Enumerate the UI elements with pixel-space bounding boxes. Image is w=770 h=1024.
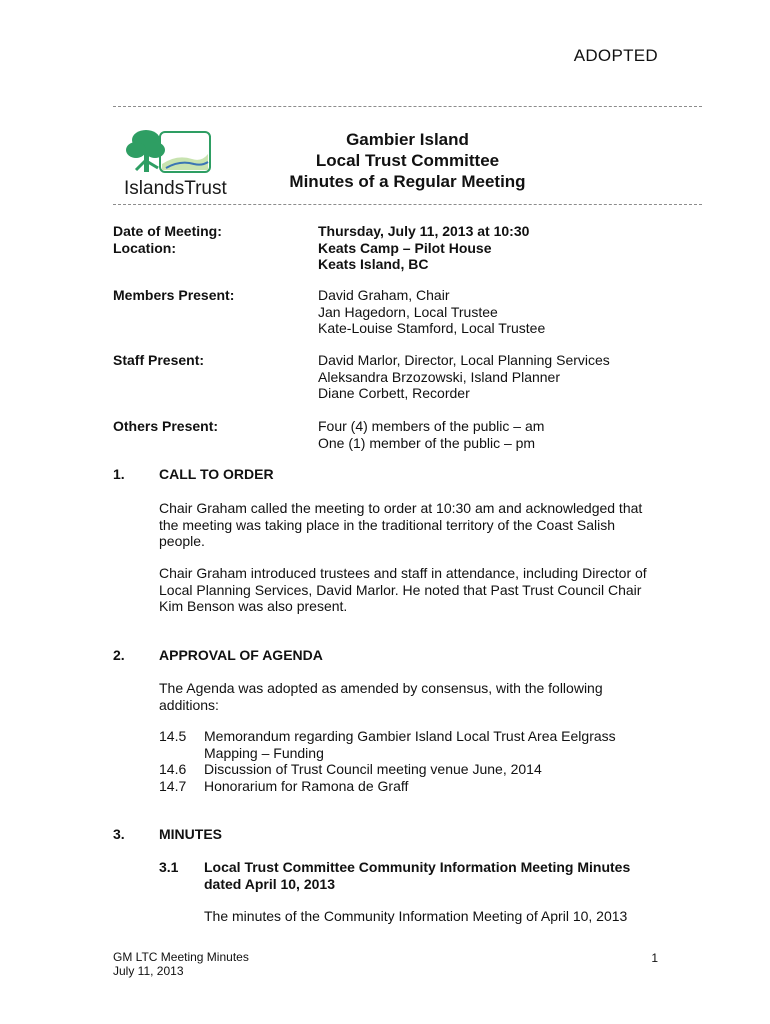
agenda-item-number: 14.6 <box>159 761 187 777</box>
section-1-paragraph-2 <box>159 565 659 615</box>
page-footer <box>113 951 249 978</box>
agenda-item-number: 14.7 <box>159 777 187 794</box>
others-list <box>318 418 544 451</box>
paragraph-line: Kim Benson was also present. <box>159 598 348 614</box>
section-1-paragraph-1 <box>159 500 659 550</box>
paragraph-line: The Agenda was adopted as amended by consensus, with the following <box>159 680 603 696</box>
page-number: 1 <box>651 951 658 965</box>
agenda-item-text <box>204 761 634 778</box>
paragraph-line: the meeting was taking place in the traditional territory of the Coast Salish <box>159 516 616 533</box>
agenda-item-text <box>204 778 634 795</box>
agenda-line: Discussion of Trust Council meeting venue June, 2014 <box>204 761 542 777</box>
footer-line: July 11, 2013 <box>113 963 184 978</box>
section-1-title: CALL TO ORDER <box>159 466 274 482</box>
heading-line-1: Gambier Island <box>346 130 469 149</box>
subsection-title <box>204 859 644 892</box>
subsection-title-line: dated April 10, 2013 <box>204 875 335 892</box>
footer-line: GM LTC Meeting Minutes <box>113 950 249 964</box>
location-label: Location: <box>113 239 176 256</box>
subsection-number: 3.1 <box>159 859 179 875</box>
header-divider <box>113 106 702 107</box>
member-item: Kate-Louise Stamford, Local Trustee <box>318 320 546 336</box>
staff-item: Aleksandra Brzozowski, Island Planner <box>318 368 561 385</box>
location-line-1: Keats Camp – Pilot House <box>318 239 492 256</box>
heading-line-3: Minutes of a Regular Meeting <box>289 172 526 191</box>
location-line-2: Keats Island, BC <box>318 256 429 272</box>
agenda-line: Honorarium for Ramona de Graff <box>204 777 409 794</box>
members-list <box>318 287 545 337</box>
staff-list <box>318 352 610 402</box>
members-label: Members Present: <box>113 287 235 303</box>
heading-divider <box>113 204 702 205</box>
others-label: Others Present: <box>113 418 219 434</box>
member-item: David Graham, Chair <box>318 287 450 303</box>
islands-trust-logo <box>122 124 232 200</box>
subsection-paragraph: The minutes of the Community Information Meeting of April 10, 2013 <box>204 908 628 924</box>
agenda-item-text <box>204 728 634 761</box>
member-item: Jan Hagedorn, Local Trustee <box>318 303 498 320</box>
section-1-number: 1. <box>113 466 125 482</box>
section-3-title: MINUTES <box>159 826 222 842</box>
paragraph-line: Local Planning Services, David Marlor. He noted that Past Trust Council Chair <box>159 581 642 598</box>
paragraph-line: Chair Graham called the meeting to order at 10:30 am and acknowledged that <box>159 500 643 516</box>
agenda-item-number: 14.5 <box>159 728 187 744</box>
others-item: One (1) member of the public – pm <box>318 434 536 451</box>
staff-item: Diane Corbett, Recorder <box>318 385 470 401</box>
date-label: Date of Meeting: <box>113 223 222 239</box>
paragraph-line: Chair Graham introduced trustees and staff in attendance, including Director of <box>159 565 647 581</box>
paragraph-line: additions: <box>159 696 219 713</box>
date-text: Thursday, July 11, 2013 at 10:30 <box>318 223 530 239</box>
tree-island-icon <box>122 124 232 200</box>
section-2-paragraph <box>159 680 659 713</box>
paragraph-line: people. <box>159 533 205 549</box>
logo-text: IslandsTrust <box>124 178 227 199</box>
subsection-title-line: Local Trust Committee Community Information Meeting Minutes <box>204 859 631 875</box>
date-value <box>318 223 529 273</box>
section-3-number: 3. <box>113 826 125 842</box>
staff-label: Staff Present: <box>113 352 205 368</box>
staff-item: David Marlor, Director, Local Planning Services <box>318 352 610 368</box>
others-item: Four (4) members of the public – am <box>318 418 545 434</box>
document-heading <box>270 129 545 192</box>
section-2-title: APPROVAL OF AGENDA <box>159 647 323 663</box>
section-2-number: 2. <box>113 647 125 663</box>
agenda-line: Mapping – Funding <box>204 744 324 761</box>
heading-line-2: Local Trust Committee <box>315 151 500 170</box>
agenda-line: Memorandum regarding Gambier Island Local Trust Area Eelgrass <box>204 728 616 744</box>
document-status: ADOPTED <box>573 46 658 65</box>
